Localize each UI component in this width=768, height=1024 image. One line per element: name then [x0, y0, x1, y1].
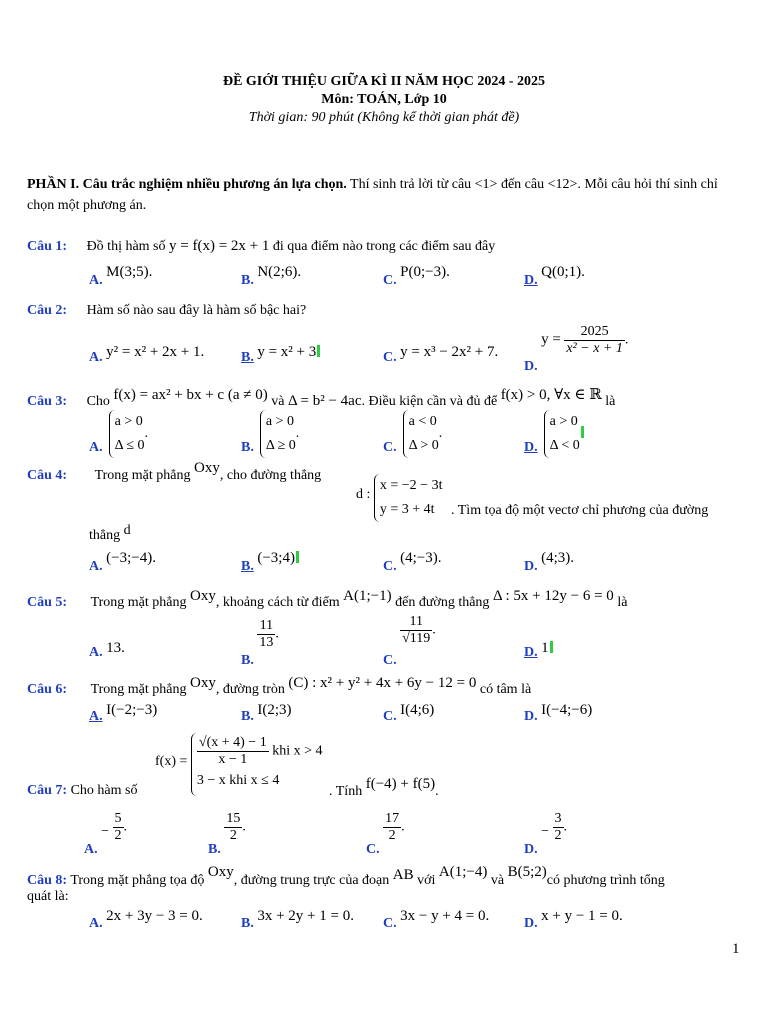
- math-expression: A(1;−4): [438, 864, 488, 880]
- question-8: [27, 864, 665, 888]
- option-a-value: (−3;−4).: [106, 550, 156, 566]
- option-a[interactable]: A. 2x + 3y − 3 = 0.: [89, 908, 203, 931]
- question-text: đến đường thẳng: [395, 595, 490, 610]
- fraction: $\frac{3}{2}$: [554, 811, 562, 843]
- question-text: và: [490, 873, 505, 888]
- line-system: d : x = −2 − 3t y = 3 + 4t: [356, 474, 442, 522]
- option-c-value: I(4;6): [400, 702, 435, 718]
- option-b-value: (−3;4): [257, 550, 295, 566]
- question-4: [27, 460, 322, 489]
- option-c[interactable]: C. $\frac{11}{√119}$ .: [383, 614, 436, 668]
- option-c[interactable]: C. (4;−3).: [383, 550, 442, 574]
- question-label: Câu 4:: [27, 468, 68, 483]
- question-text: Đồ thị hàm số: [86, 239, 166, 254]
- math-expression: f(x) = ax² + bx + c (a ≠ 0): [113, 387, 268, 403]
- option-d-value: Q(0;1).: [541, 264, 585, 280]
- option-c[interactable]: C. P(0;−3).: [383, 264, 450, 288]
- option-a[interactable]: A. − $\frac{5}{2}$ .: [84, 811, 128, 857]
- question-text: với: [417, 873, 436, 888]
- math-expression: Δ = b² − 4ac: [287, 393, 362, 409]
- question-label: Câu 1:: [27, 239, 68, 254]
- option-b[interactable]: B. 3x + 2y + 1 = 0.: [241, 908, 354, 931]
- answer-highlight: [581, 426, 584, 438]
- fraction: $\frac{2025}{\text{x² − x + 1}}$: [566, 324, 623, 356]
- question-3: [27, 385, 616, 409]
- option-d[interactable]: D. (4;3).: [524, 550, 575, 574]
- answer-highlight: [317, 345, 320, 357]
- question-label: Câu 6:: [27, 682, 68, 697]
- math-expression: AB: [392, 867, 414, 883]
- option-d[interactable]: D. x + y − 1 = 0.: [524, 908, 623, 931]
- question-text: đi qua điểm nào trong các điểm sau đây: [272, 239, 496, 254]
- option-c[interactable]: C. y = x³ − 2x² + 7.: [383, 344, 499, 365]
- option-a-value: y² = x² + 2x + 1.: [106, 344, 205, 360]
- math-expression: Oxy: [194, 460, 220, 476]
- question-text: Trong mặt phẳng: [94, 468, 191, 483]
- option-a-value: M(3;5).: [106, 264, 153, 280]
- option-d[interactable]: D. y = $\frac{2025}{\text{x² − x + 1}}$ .: [524, 324, 629, 374]
- question-text: , cho đường thẳng: [219, 468, 322, 483]
- option-b-value: y = x² + 3: [257, 344, 317, 360]
- question-label: Câu 8:: [27, 873, 68, 888]
- question-text: Hàm số nào sau đây là hàm số bậc hai?: [86, 303, 307, 318]
- option-a[interactable]: A.a > 0 Δ ≤ 0.: [89, 410, 148, 458]
- option-d-value: x + y − 1 = 0.: [541, 908, 623, 924]
- math-expression: Oxy: [207, 864, 234, 880]
- question-text: Cho hàm số: [70, 783, 138, 798]
- option-b-value: N(2;6).: [257, 264, 302, 280]
- question-text: có tâm là: [479, 682, 532, 697]
- part1-instruction: Thí sinh trả lời từ câu <1> đến câu <12>. Mỗi câu hỏi thí sinh chỉ chọn một phương án.: [27, 177, 718, 213]
- fraction: $\frac{5}{2}$: [114, 811, 122, 843]
- option-b[interactable]: B.a > 0 Δ ≥ 0.: [241, 410, 299, 458]
- option-b-value: I(2;3): [257, 702, 292, 718]
- question-text: Trong mặt phẳng: [90, 595, 187, 610]
- exam-time: Thời gian: 90 phút (Không kể thời gian phát đề): [248, 110, 520, 125]
- option-a[interactable]: A. 13.: [89, 640, 125, 660]
- page-number: 1: [732, 941, 740, 957]
- fraction: $\frac{11}{√119}$: [402, 614, 431, 646]
- question-text: thẳng d: [89, 523, 131, 543]
- option-b[interactable]: B. N(2;6).: [241, 264, 302, 288]
- part1-heading: PHẦN I. Câu trắc nghiệm nhiều phương án lựa chọn.: [27, 177, 347, 192]
- math-expression: B(5;2): [507, 864, 547, 880]
- option-d-value: 1: [541, 640, 549, 656]
- math-expression: Oxy: [190, 675, 216, 691]
- question-text: Cho: [86, 394, 110, 409]
- option-b[interactable]: B. y = x² + 3: [241, 344, 320, 361]
- question-text: và: [271, 394, 285, 409]
- option-c-value: 3x − y + 4 = 0.: [400, 908, 490, 924]
- math-expression: f(x) > 0, ∀x ∈ ℝ: [500, 387, 602, 403]
- option-d[interactable]: D. − $\frac{3}{2}$ .: [524, 811, 568, 857]
- part1-intro: [27, 174, 741, 216]
- fraction: $\frac{11}{13}$: [259, 618, 274, 650]
- math-expression: y = f(x) = 2x + 1: [169, 238, 270, 254]
- question-2: [27, 303, 306, 319]
- piecewise-function: f(x) = $\frac{√(x + 4) - 1}{x - 1}$ khi x > 4 3 − x khi x ≤ 4: [155, 733, 323, 796]
- option-d-value: y =: [541, 331, 561, 348]
- question-text: Trong mặt phẳng: [90, 682, 187, 697]
- option-c[interactable]: C. 3x − y + 4 = 0.: [383, 908, 490, 931]
- option-b[interactable]: B. I(2;3): [241, 702, 292, 724]
- option-a[interactable]: A. y² = x² + 2x + 1.: [89, 344, 205, 365]
- option-a-value: 13.: [106, 640, 125, 656]
- math-expression: Oxy: [190, 588, 216, 604]
- question-5: [27, 588, 628, 610]
- option-b-value: 3x + 2y + 1 = 0.: [257, 908, 354, 924]
- question-label: Câu 7:: [27, 783, 68, 798]
- option-b[interactable]: B. (−3;4): [241, 550, 299, 567]
- math-expression: (C) : x² + y² + 4x + 6y − 12 = 0: [288, 675, 477, 691]
- option-d[interactable]: D. Q(0;1).: [524, 264, 585, 288]
- option-c[interactable]: C. $\frac{17}{2}$ .: [366, 811, 405, 857]
- option-c[interactable]: C. I(4;6): [383, 702, 435, 724]
- answer-highlight: [550, 641, 553, 653]
- question-text: , khoảng cách từ điểm: [215, 595, 340, 610]
- question-label: Câu 2:: [27, 303, 68, 318]
- math-expression: A(1;−1): [343, 588, 392, 604]
- fraction: $\frac{15}{2}$: [226, 811, 241, 843]
- question-text: là: [617, 595, 628, 610]
- exam-title: ĐỀ GIỚI THIỆU GIỮA KÌ II NĂM HỌC 2024 - 2025: [222, 74, 546, 89]
- option-a-value: 2x + 3y − 3 = 0.: [106, 908, 203, 924]
- option-c-value: P(0;−3).: [400, 264, 450, 280]
- question-text: là: [605, 394, 616, 409]
- question-text: . Tính f(−4) + f(5).: [329, 776, 439, 799]
- question-7: [27, 783, 137, 799]
- answer-highlight: [296, 551, 299, 563]
- question-text: , đường tròn: [215, 682, 285, 697]
- option-d-value: (4;3).: [541, 550, 575, 566]
- option-c-value: y = x³ − 2x² + 7.: [400, 344, 499, 360]
- option-a[interactable]: A. M(3;5).: [89, 264, 153, 288]
- question-label: Câu 5:: [27, 595, 68, 610]
- question-text: quát là:: [27, 889, 69, 904]
- question-text: Trong mặt phẳng tọa độ: [70, 873, 205, 888]
- option-a[interactable]: A. I(−2;−3): [89, 702, 158, 724]
- question-1: [27, 238, 495, 255]
- option-a[interactable]: A. (−3;−4).: [89, 550, 156, 574]
- question-text: có phương trình tổng: [546, 873, 665, 888]
- question-text: . Tìm tọa độ một vectơ chỉ phương của đường: [451, 503, 709, 518]
- option-d[interactable]: D.a > 0 Δ < 0: [524, 410, 584, 458]
- exam-subject: Môn: TOÁN, Lớp 10: [321, 92, 447, 107]
- option-b[interactable]: B. $\frac{11}{13}$ .: [241, 618, 279, 668]
- question-text: , đường trung trực của đoạn: [233, 873, 390, 888]
- option-c-value: (4;−3).: [400, 550, 442, 566]
- option-c[interactable]: C.a < 0 Δ > 0.: [383, 410, 442, 458]
- question-6: [27, 675, 532, 697]
- question-label: Câu 3:: [27, 394, 68, 409]
- question-text: . Điều kiện cần và đủ để: [361, 394, 498, 409]
- option-d[interactable]: D. I(−4;−6): [524, 702, 593, 724]
- fraction: $\frac{17}{2}$: [385, 811, 400, 843]
- option-b[interactable]: B. $\frac{15}{2}$ .: [208, 811, 246, 857]
- option-d[interactable]: D. 1: [524, 640, 553, 657]
- math-expression: Δ : 5x + 12y − 6 = 0: [492, 588, 614, 604]
- option-a-value: I(−2;−3): [106, 702, 158, 718]
- option-d-value: I(−4;−6): [541, 702, 593, 718]
